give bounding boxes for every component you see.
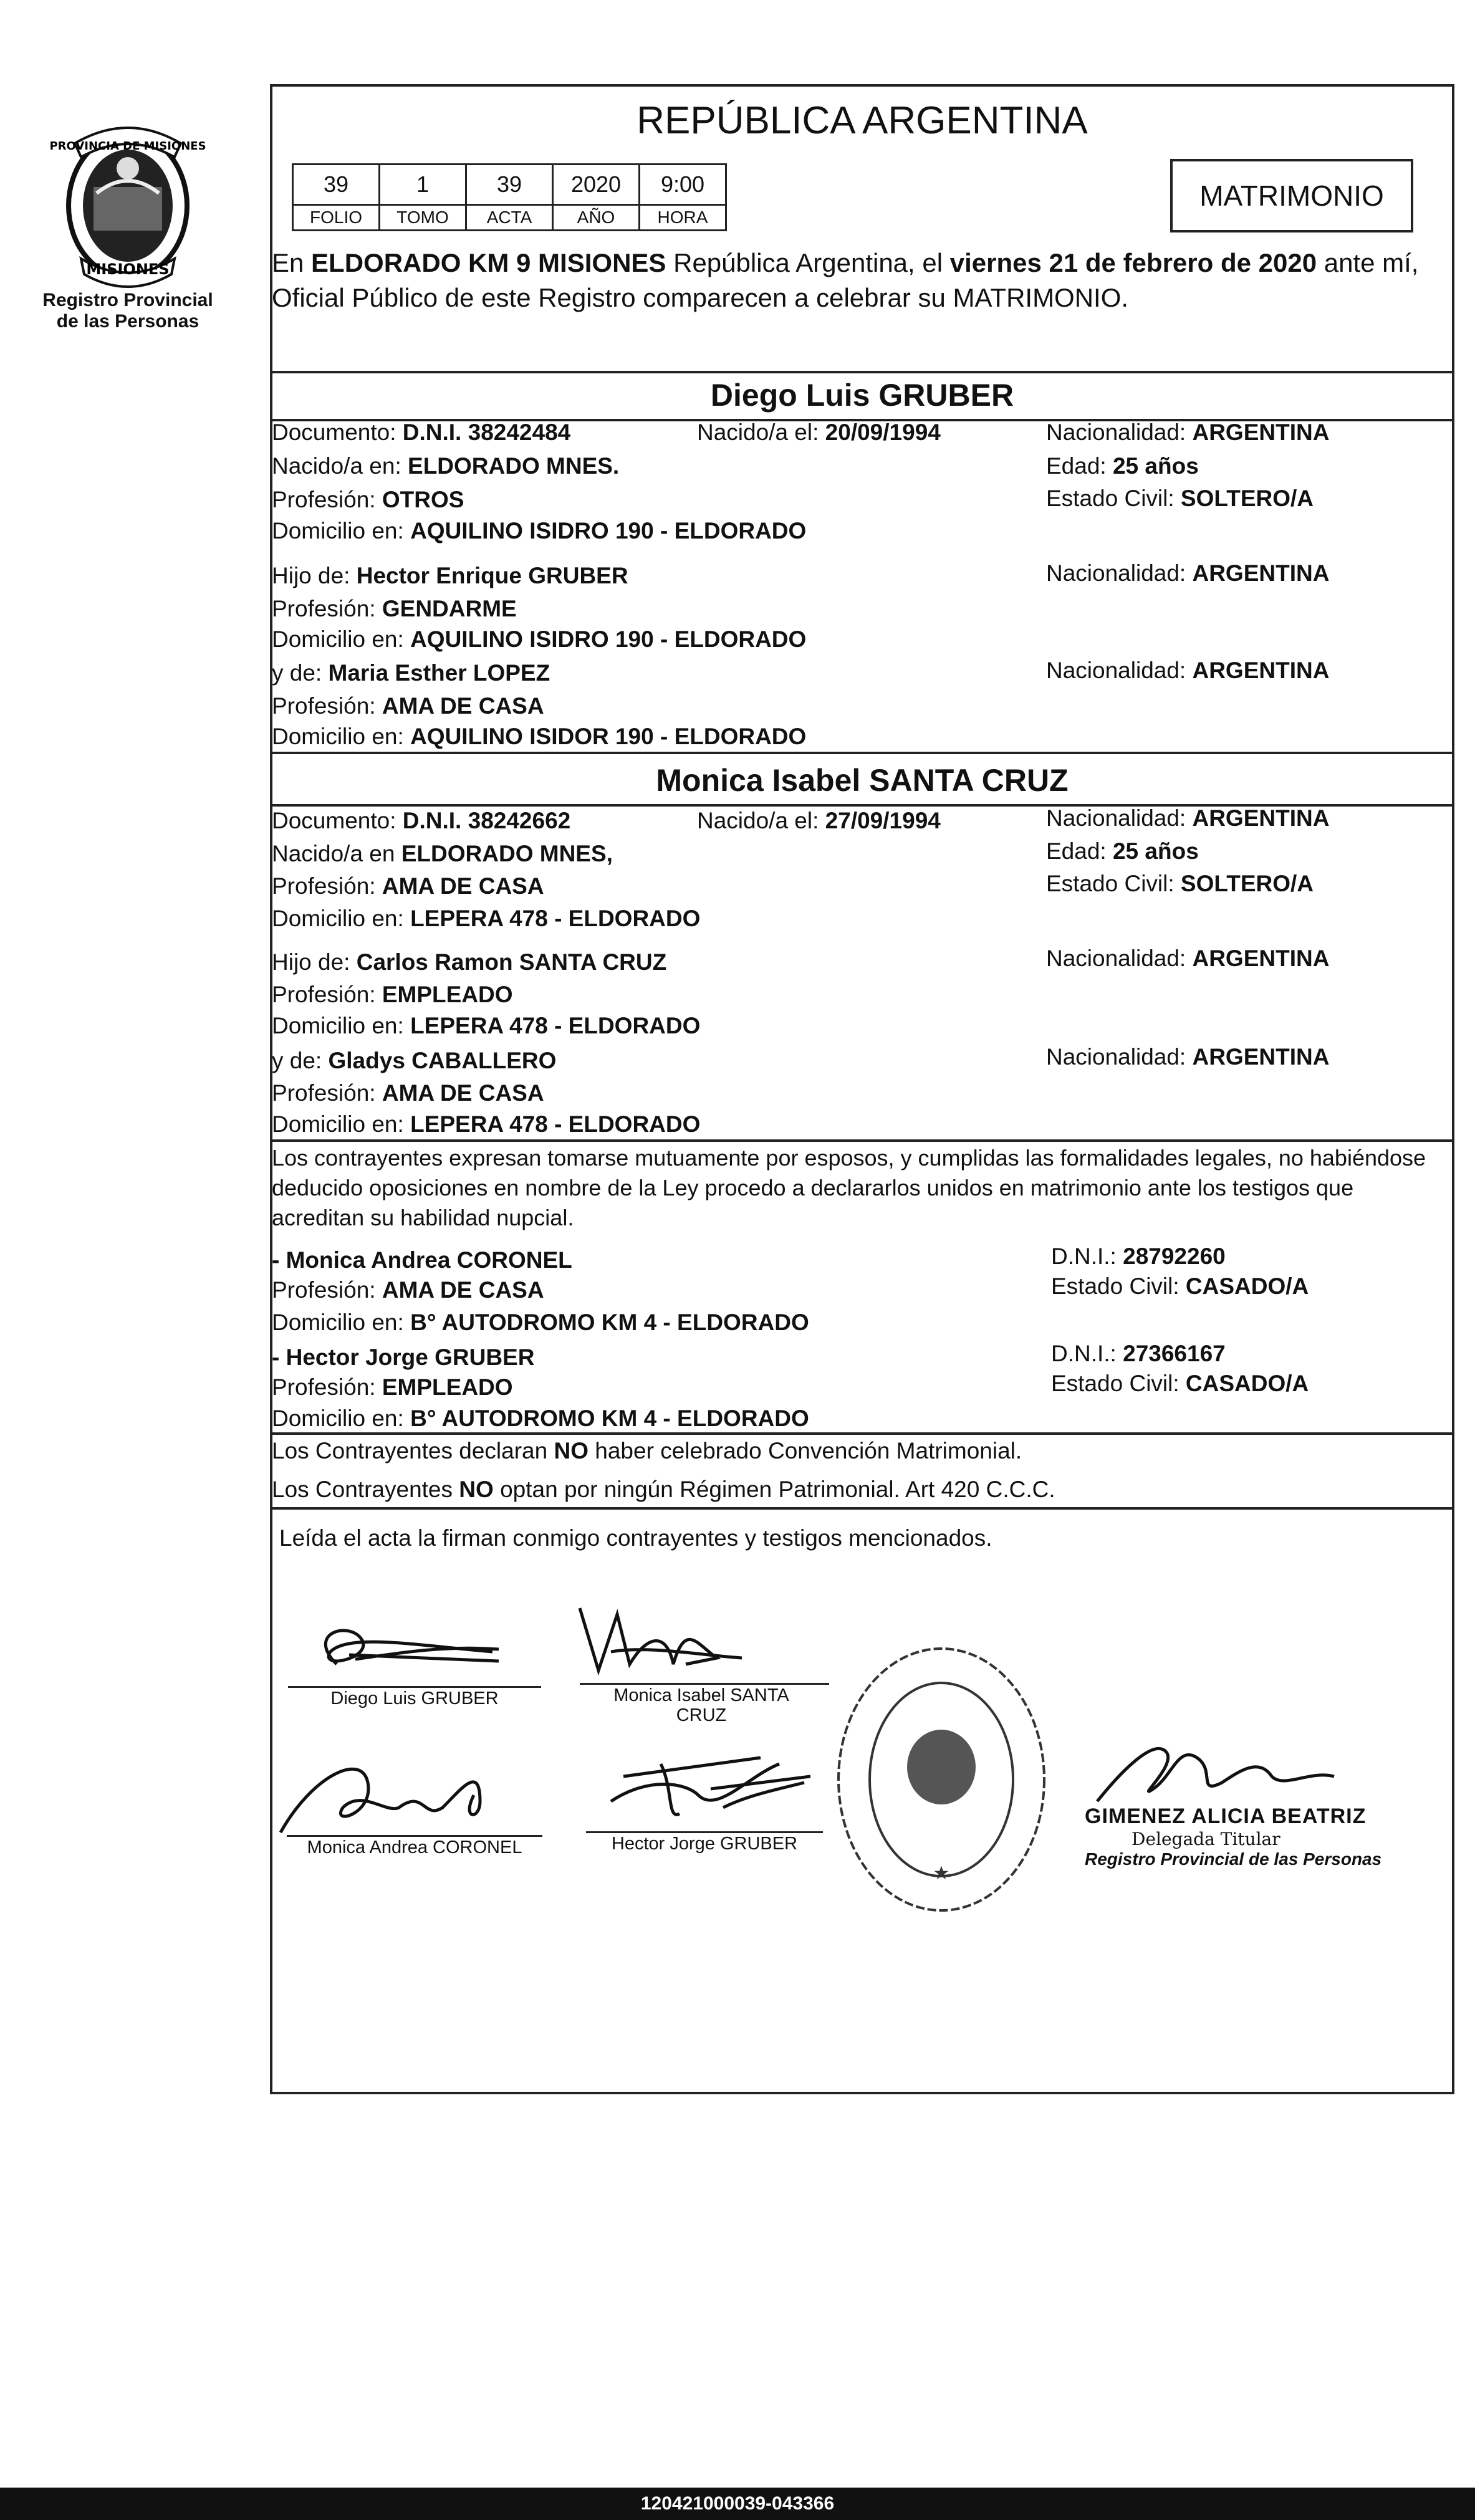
registrar-block <box>1085 1720 1381 1869</box>
spouse1-father-profession: Profesión: GENDARME <box>272 596 517 621</box>
spouse2-father: Hijo de: Carlos Ramon SANTA CRUZ <box>272 949 667 975</box>
spouse1-profession: Profesión: OTROS <box>272 487 464 512</box>
spouse1-nationality: Nacionalidad: ARGENTINA <box>1046 419 1330 445</box>
registrar-name: GIMENEZ ALICIA BEATRIZ <box>1085 1804 1367 1828</box>
svg-text:MISIONES: MISIONES <box>86 261 170 278</box>
tomo-value: 1 <box>380 165 466 205</box>
spouse2-profession: Profesión: AMA DE CASA <box>272 873 544 899</box>
witness2-address: Domicilio en: B° AUTODROMO KM 4 - ELDORADO <box>272 1406 809 1431</box>
registry-caption: Registro Provincial de las Personas <box>42 290 213 332</box>
spouse2-name: Monica Isabel SANTA CRUZ <box>656 763 1069 798</box>
spouse1-document: Documento: D.N.I. 38242484 <box>272 419 571 445</box>
witness1-address: Domicilio en: B° AUTODROMO KM 4 - ELDORADO <box>272 1310 809 1335</box>
witness2-civil-status: Estado Civil: CASADO/A <box>1051 1371 1309 1396</box>
witness1-dni: D.N.I.: 28792260 <box>1051 1243 1226 1269</box>
spouse2-birthplace: Nacido/a en ELDORADO MNES, <box>272 841 613 866</box>
hour-label: HORA <box>640 205 726 231</box>
spouse1-mother-nationality: Nacionalidad: ARGENTINA <box>1046 658 1330 683</box>
signature-2-caption: Monica Isabel SANTA CRUZ <box>613 1685 789 1725</box>
spouse1-name: Diego Luis GRUBER <box>710 378 1014 413</box>
spouse2-mother-nationality: Nacionalidad: ARGENTINA <box>1046 1044 1330 1070</box>
signature-1-caption: Diego Luis GRUBER <box>330 1689 499 1708</box>
convention-line1: Los Contrayentes declaran NO haber celebrado Convención Matrimonial. <box>272 1438 1022 1464</box>
spouse2-age: Edad: 25 años <box>1046 838 1199 864</box>
spouse2-mother-profession: Profesión: AMA DE CASA <box>272 1080 544 1106</box>
declaration-paragraph: Los contrayentes expresan tomarse mutuamente por esposos, y cumplidas las formalidades legales, no habiéndose deducido oposiciones en nombre de la Ley procedo a declararlos unidos en matrimonio ante los testigos que acreditan su habilidad nupcial. <box>272 1145 1426 1230</box>
spouse1-mother-profession: Profesión: AMA DE CASA <box>272 693 544 719</box>
spouse1-birthplace: Nacido/a en: ELDORADO MNES. <box>272 453 620 479</box>
witness2-name: - Hector Jorge GRUBER <box>272 1344 535 1370</box>
act-type-box: MATRIMONIO <box>1170 159 1413 232</box>
spouse2-document: Documento: D.N.I. 38242662 <box>272 808 571 833</box>
spouse2-birthdate: Nacido/a el: 27/09/1994 <box>697 808 941 833</box>
spouse1-father-address: Domicilio en: AQUILINO ISIDRO 190 - ELDORADO <box>272 626 807 652</box>
hour-value: 9:00 <box>640 165 726 205</box>
spouse1-age: Edad: 25 años <box>1046 453 1199 479</box>
spouse2-father-address: Domicilio en: LEPERA 478 - ELDORADO <box>272 1013 701 1038</box>
folio-label: FOLIO <box>293 205 380 231</box>
spouse1-father: Hijo de: Hector Enrique GRUBER <box>272 563 628 588</box>
spouse1-mother-address: Domicilio en: AQUILINO ISIDOR 190 - ELDORADO <box>272 724 807 749</box>
closing-text: Leída el acta la firman conmigo contrayentes y testigos mencionados. <box>279 1525 992 1551</box>
svg-text:★: ★ <box>933 1862 950 1884</box>
spouse1-address: Domicilio en: AQUILINO ISIDRO 190 - ELDORADO <box>272 518 807 544</box>
spouse2-father-nationality: Nacionalidad: ARGENTINA <box>1046 946 1330 971</box>
witness2-profession: Profesión: EMPLEADO <box>272 1374 513 1400</box>
spouse1-father-nationality: Nacionalidad: ARGENTINA <box>1046 560 1330 586</box>
acta-value: 39 <box>466 165 553 205</box>
document-title: REPÚBLICA ARGENTINA <box>637 99 1088 142</box>
spouse2-mother-address: Domicilio en: LEPERA 478 - ELDORADO <box>272 1111 701 1137</box>
folio-table <box>292 163 727 231</box>
witness1-civil-status: Estado Civil: CASADO/A <box>1051 1273 1309 1299</box>
official-seal <box>829 1636 1054 1923</box>
signature-3-caption: Monica Andrea CORONEL <box>307 1837 522 1857</box>
registrar-office: Registro Provincial de las Personas <box>1085 1849 1382 1869</box>
spouse2-civil-status: Estado Civil: SOLTERO/A <box>1046 871 1314 896</box>
year-label: AÑO <box>553 205 640 231</box>
spouse2-father-profession: Profesión: EMPLEADO <box>272 982 513 1007</box>
year-value: 2020 <box>553 165 640 205</box>
document-code-bar: 120421000039-043366 <box>0 2488 1475 2520</box>
spouse2-mother: y de: Gladys CABALLERO <box>272 1048 557 1073</box>
folio-value: 39 <box>293 165 380 205</box>
signature-3 <box>274 1751 536 1839</box>
spouse2-nationality: Nacionalidad: ARGENTINA <box>1046 805 1330 831</box>
emblem-text: PROVINCIA DE MISIONES <box>50 140 206 153</box>
convention-line2: Los Contrayentes NO optan por ningún Régimen Patrimonial. Art 420 C.C.C. <box>272 1477 1055 1502</box>
signature-4-caption: Hector Jorge GRUBER <box>611 1834 798 1854</box>
signature-1 <box>293 1608 524 1689</box>
spouse2-address: Domicilio en: LEPERA 478 - ELDORADO <box>272 906 701 931</box>
province-emblem <box>50 118 206 293</box>
signature-2 <box>574 1596 761 1689</box>
spouse1-civil-status: Estado Civil: SOLTERO/A <box>1046 486 1314 511</box>
witness2-dni: D.N.I.: 27366167 <box>1051 1341 1226 1366</box>
registrar-role: Delegada Titular <box>1131 1829 1280 1849</box>
acta-label: ACTA <box>466 205 553 231</box>
witness1-profession: Profesión: AMA DE CASA <box>272 1277 544 1303</box>
intro-paragraph: En ELDORADO KM 9 MISIONES República Argentina, el viernes 21 de febrero de 2020 ante mí, Oficial Público de este Registro comparecen a celebrar su MATRIMONIO. <box>272 248 1419 312</box>
spouse1-birthdate: Nacido/a el: 20/09/1994 <box>697 419 941 445</box>
witness1-name: - Monica Andrea CORONEL <box>272 1247 572 1273</box>
signature-4 <box>574 1739 823 1833</box>
spouse1-mother: y de: Maria Esther LOPEZ <box>272 660 550 686</box>
tomo-label: TOMO <box>380 205 466 231</box>
